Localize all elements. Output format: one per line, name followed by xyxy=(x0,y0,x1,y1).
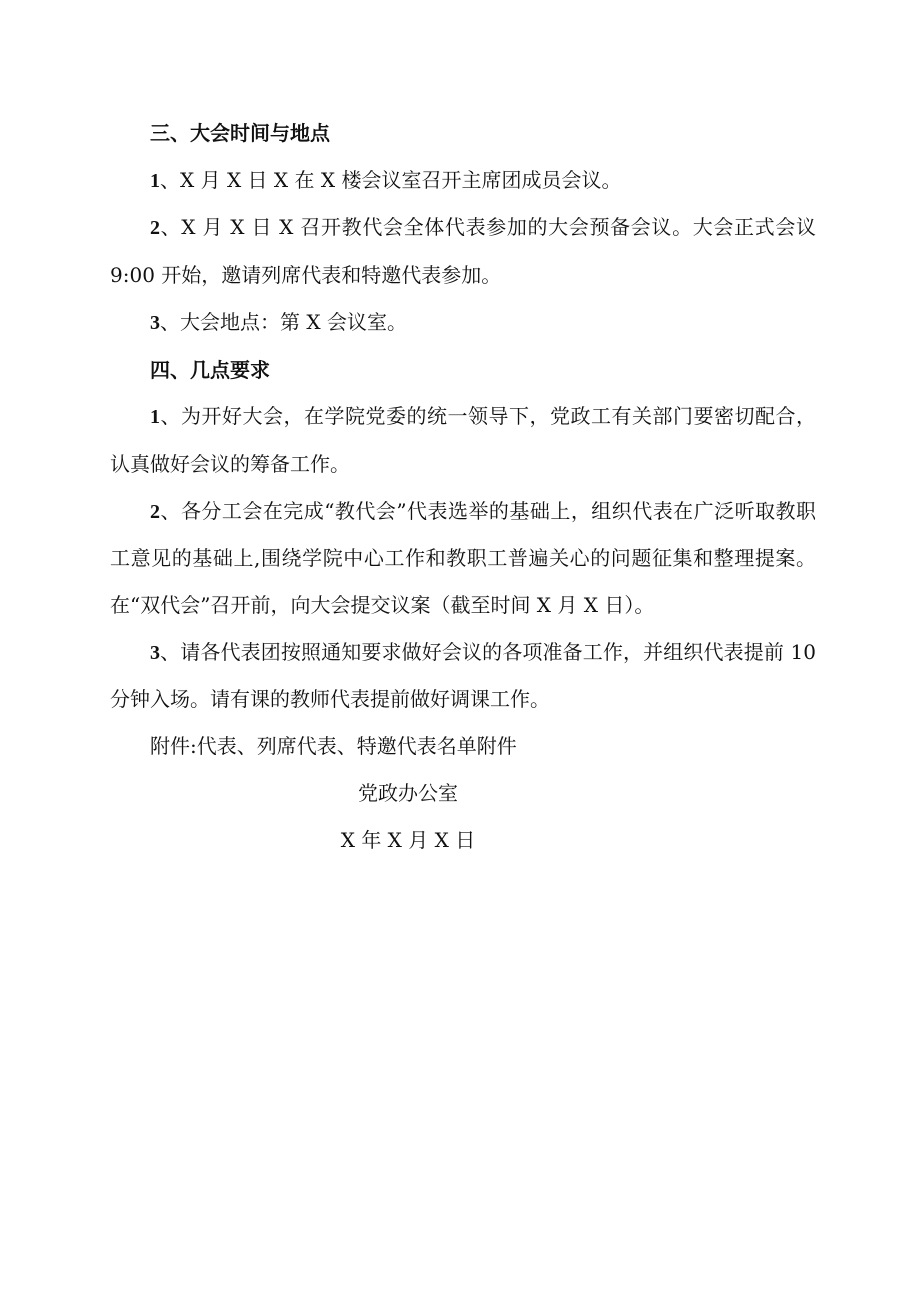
time-place-item-2 xyxy=(110,204,816,298)
item-text: 、X 月 X 日 X 在 X 楼会议室召开主席团成员会议。 xyxy=(160,167,622,192)
item-text: 、为开好大会，在学院党委的统一领导下，党政工有关部门要密切配合，认真做好会议的筹备工作。 xyxy=(110,404,816,476)
item-text: 、请各代表团按照通知要求做好会议的各项准备工作，并组织代表提前 10 分钟入场。请有课的教师代表提前做好调课工作。 xyxy=(110,639,816,712)
requirement-item-1 xyxy=(110,393,816,487)
item-text: 、X 月 X 日 X 召开教代会全体代表参加的大会预备会议。大会正式会议 9:00 开始，邀请列席代表和特邀代表参加。 xyxy=(110,215,816,288)
section-heading-time-place: 三、大会时间与地点 xyxy=(150,121,330,145)
item-text: 、大会地点：第 X 会议室。 xyxy=(160,309,407,334)
time-place-item-3 xyxy=(110,299,816,347)
item-number: 1 xyxy=(150,406,160,429)
attachment-line: 附件:代表、列席代表、特邀代表名单附件 xyxy=(150,734,517,759)
requirement-item-3 xyxy=(110,629,816,723)
requirement-item-2 xyxy=(110,488,816,629)
signature-office: 党政办公室 xyxy=(358,780,458,805)
item-number: 2 xyxy=(150,500,160,523)
item-number: 2 xyxy=(150,217,160,240)
item-text: 、各分工会在完成“教代会”代表选举的基础上，组织代表在广泛听取教职工意见的基础上,围绕学院中心工作和教职工普遍关心的问题征集和整理提案。在“双代会”召开前，向大会提交议案（截至时间 X 月 X 日）。 xyxy=(110,498,816,618)
item-number: 3 xyxy=(150,641,160,664)
document-body xyxy=(110,110,816,863)
signature-date: X 年 X 月 X 日 xyxy=(340,827,476,852)
section-heading-requirements: 四、几点要求 xyxy=(150,357,270,382)
time-place-item-1 xyxy=(110,157,816,205)
item-number: 3 xyxy=(150,311,160,334)
item-number: 1 xyxy=(150,169,160,192)
